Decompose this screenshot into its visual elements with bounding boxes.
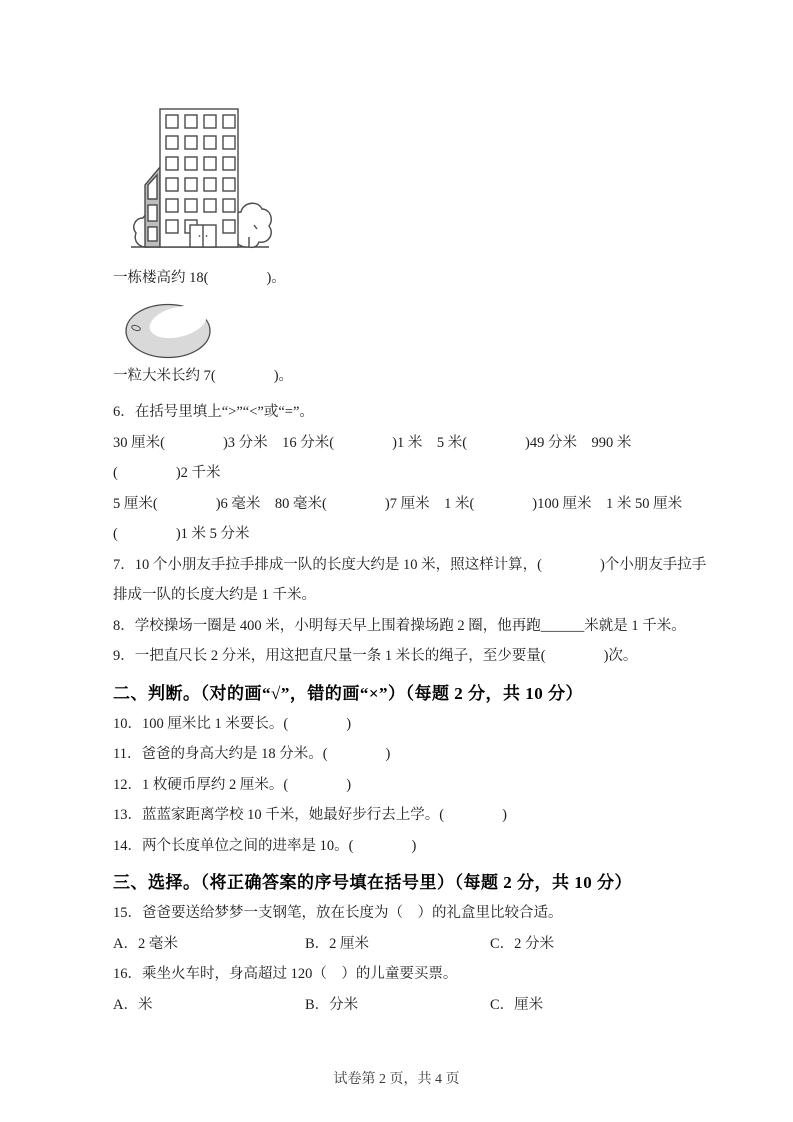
page-footer: 试卷第 2 页，共 4 页 (333, 1072, 460, 1087)
question-7-line1: 7．10 个小朋友手拉手排成一队的长度大约是 10 米，照这样计算，( )个小朋友手拉手 (113, 556, 707, 573)
section-2-heading: 二、判断。（对的画“√”，错的画“×”）（每题 2 分，共 10 分） (113, 683, 584, 703)
question-10: 10．100 厘米比 1 米要长。( ) (113, 715, 352, 732)
question-6-row1b: ( )2 千米 (113, 465, 221, 481)
question-9: 9．一把直尺长 2 分米，用这把直尺量一条 1 米长的绳子，至少要量( )次。 (113, 648, 638, 664)
rice-grain-illustration (123, 301, 213, 361)
question-6-row2b: ( )1 米 5 分米 (113, 526, 250, 542)
question-15-option-b: B．2 厘米 (305, 935, 370, 952)
question-12: 12．1 枚硬币厚约 2 厘米。( ) (113, 776, 352, 793)
question-6-intro: 6．在括号里填上“>”“<”或“=”。 (113, 404, 314, 420)
question-15-options (113, 929, 703, 960)
grain-caption: 一粒大米长约 7( )。 (113, 368, 294, 384)
building-door (190, 225, 216, 247)
building-caption: 一栋楼高约 18( )。 (113, 270, 286, 286)
building-annex (145, 167, 160, 247)
section-3-heading: 三、选择。（将正确答案的序号填在括号里）（每题 2 分，共 10 分） (113, 873, 632, 892)
building-tower (160, 109, 238, 247)
question-15-option-c: C．2 分米 (490, 935, 555, 952)
question-16-option-a: A．米 (113, 996, 153, 1013)
question-6-row1a: 30 厘米( )3 分米 16 分米( )1 米 5 米( )49 分米 990 米 (113, 434, 632, 451)
question-6-row2a: 5 厘米( )6 毫米 80 毫米( )7 厘米 1 米( )100 厘米 1 米 50 厘米 (113, 495, 683, 512)
question-15: 15．爸爸要送给梦梦一支钢笔，放在长度为（ ）的礼盒里比较合适。 (113, 905, 563, 921)
question-11: 11．爸爸的身高大约是 18 分米。( ) (113, 746, 391, 762)
question-16-option-b: B．分米 (305, 996, 359, 1013)
question-16: 16．乘坐火车时，身高超过 120（ ）的儿童要买票。 (113, 966, 458, 982)
question-8: 8．学校操场一圈是 400 米，小明每天早上围着操场跑 2 圈，他再跑______米就是 1 千米。 (113, 617, 686, 634)
question-16-options (113, 990, 703, 1021)
question-16-option-c: C．厘米 (490, 996, 544, 1013)
question-7-line2: 排成一队的长度大约是 1 千米。 (113, 587, 316, 603)
question-14: 14．两个长度单位之间的进率是 10。( ) (113, 837, 417, 854)
building-illustration (128, 103, 273, 251)
question-13: 13．蓝蓝家距离学校 10 千米，她最好步行去上学。( ) (113, 807, 507, 823)
question-15-option-a: A．2 毫米 (113, 935, 178, 952)
